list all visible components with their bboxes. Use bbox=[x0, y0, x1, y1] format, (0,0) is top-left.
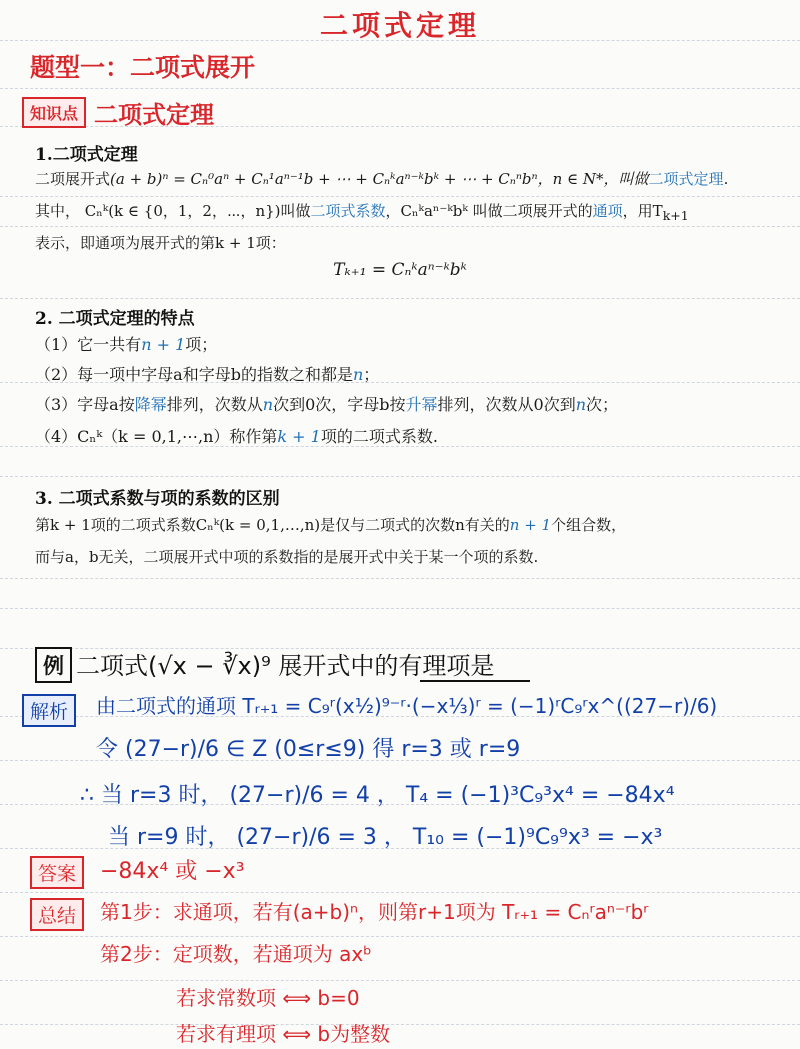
s2-i3-post: 次； bbox=[586, 395, 619, 414]
analysis-tag: 解析 bbox=[22, 694, 76, 727]
summary-tag: 总结 bbox=[30, 898, 84, 931]
s2-i4-post: 项的二项式系数. bbox=[320, 427, 438, 446]
knowledge-point-row bbox=[22, 95, 214, 130]
analysis-step-4: 当 r=9 时， (27−r)/6 = 3 ， T₁₀ = (−1)⁹C₉⁹x³ = −x³ bbox=[108, 825, 663, 850]
section2-item1 bbox=[35, 332, 217, 355]
summary-step-2: 第2步：定项数，若通项为 axᵇ bbox=[100, 942, 372, 966]
section2-item3 bbox=[35, 392, 618, 415]
s2-i3-mid1: 排列，次数从 bbox=[166, 395, 263, 414]
s1-l2-blue1: 二项式系数 bbox=[310, 202, 386, 220]
s3-l1-blue: n + 1 bbox=[509, 516, 552, 534]
page-title: 二项式定理 bbox=[319, 9, 480, 42]
s1-l2-c: ，用T bbox=[622, 202, 663, 220]
answer-blank bbox=[420, 680, 530, 682]
section1-line2 bbox=[35, 200, 689, 223]
section2-item2 bbox=[35, 362, 379, 385]
s2-i3-pre: （3）字母a按 bbox=[35, 395, 135, 414]
section3-line1 bbox=[35, 514, 626, 535]
s2-i3-mid2: 次到0次，字母b按 bbox=[273, 395, 406, 414]
s1-l2-sub: k+1 bbox=[662, 208, 689, 223]
s2-i3-mid3: 排列，次数从0次到 bbox=[437, 395, 576, 414]
type-heading: 题型一：二项式展开 bbox=[30, 53, 256, 82]
s2-i1-pre: （1）它一共有 bbox=[35, 335, 142, 354]
s3-l1-pre: 第k + 1项的二项式系数Cₙᵏ(k = 0,1,…,n)是仅与二项式的次数n有关的 bbox=[35, 516, 510, 534]
analysis-step-2: 令 (27−r)/6 ∈ Z (0≤r≤9) 得 r=3 或 r=9 bbox=[96, 737, 521, 762]
section3-title: 3. 二项式系数与项的系数的区别 bbox=[35, 489, 280, 509]
s2-i4-pre: （4）Cₙᵏ（k = 0,1,⋯,n）称作第 bbox=[35, 427, 278, 446]
s2-i3-m1: n bbox=[262, 395, 274, 414]
general-term-formula: Tₖ₊₁ = Cₙᵏaⁿ⁻ᵏbᵏ bbox=[333, 260, 467, 280]
s2-i4-mid: k + 1 bbox=[277, 427, 321, 446]
example-tag: 例 bbox=[35, 647, 72, 683]
answer-text: −84x⁴ 或 −x³ bbox=[100, 859, 245, 884]
section2-item4 bbox=[35, 424, 438, 447]
section1-line3: 表示，即通项为展开式的第k + 1项： bbox=[35, 234, 286, 252]
s1-l1-blue: 二项式定理 bbox=[648, 170, 724, 188]
answer-tag: 答案 bbox=[30, 856, 84, 889]
s2-i1-post: 项； bbox=[185, 335, 218, 354]
s1-l1-end: . bbox=[723, 170, 729, 188]
s2-i2-post: ； bbox=[363, 365, 380, 384]
summary-constant-term: 若求常数项 ⟺ b=0 bbox=[176, 986, 360, 1010]
section1-title: 1.二项式定理 bbox=[35, 145, 138, 165]
s1-l2-b: ，Cₙᵏaⁿ⁻ᵏbᵏ 叫做二项展开式的 bbox=[385, 202, 593, 220]
s2-i2-mid: n bbox=[352, 365, 364, 384]
section1-line1 bbox=[35, 168, 728, 189]
knowledge-point-title: 二项式定理 bbox=[94, 101, 215, 129]
summary-rational-term: 若求有理项 ⟺ b为整数 bbox=[176, 1022, 391, 1046]
s1-l1-a: 二项展开式 bbox=[35, 170, 111, 188]
s2-i3-blue2: 升幂 bbox=[405, 395, 438, 414]
s1-l1-formula: (a + b)ⁿ = Cₙ⁰aⁿ + Cₙ¹aⁿ⁻¹b + ⋯ + Cₙᵏaⁿ⁻ᵏbᵏ + ⋯ + Cₙⁿbⁿ，n ∈ N*，叫做 bbox=[110, 170, 649, 188]
example-question: 二项式(√x − ∛x)⁹ 展开式中的有理项是 bbox=[76, 652, 495, 680]
s1-l2-a: 其中， Cₙᵏ(k ∈ {0，1，2，⋯，n})叫做 bbox=[35, 202, 311, 220]
knowledge-point-tag: 知识点 bbox=[22, 97, 86, 128]
s2-i1-mid: n + 1 bbox=[141, 335, 186, 354]
summary-step-1: 第1步：求通项，若有(a+b)ⁿ，则第r+1项为 Tᵣ₊₁ = Cₙʳaⁿ⁻ʳbʳ bbox=[100, 900, 649, 924]
s2-i3-m2: n bbox=[575, 395, 587, 414]
s1-l2-blue2: 通项 bbox=[592, 202, 623, 220]
analysis-step-1: 由二项式的通项 Tᵣ₊₁ = C₉ʳ(x½)⁹⁻ʳ·(−x⅓)ʳ = (−1)ʳC₉ʳx^((27−r)/6) bbox=[96, 694, 718, 718]
analysis-step-3: ∴ 当 r=3 时， (27−r)/6 = 4 ， T₄ = (−1)³C₉³x⁴ = −84x⁴ bbox=[80, 783, 675, 808]
s3-l1-post: 个组合数， bbox=[551, 516, 627, 534]
s2-i2-pre: （2）每一项中字母a和字母b的指数之和都是 bbox=[35, 365, 353, 384]
section3-line2: 而与a，b无关，二项展开式中项的系数指的是展开式中关于某一个项的系数. bbox=[35, 548, 539, 566]
s2-i3-blue1: 降幂 bbox=[134, 395, 167, 414]
section2-title: 2. 二项式定理的特点 bbox=[35, 309, 195, 329]
